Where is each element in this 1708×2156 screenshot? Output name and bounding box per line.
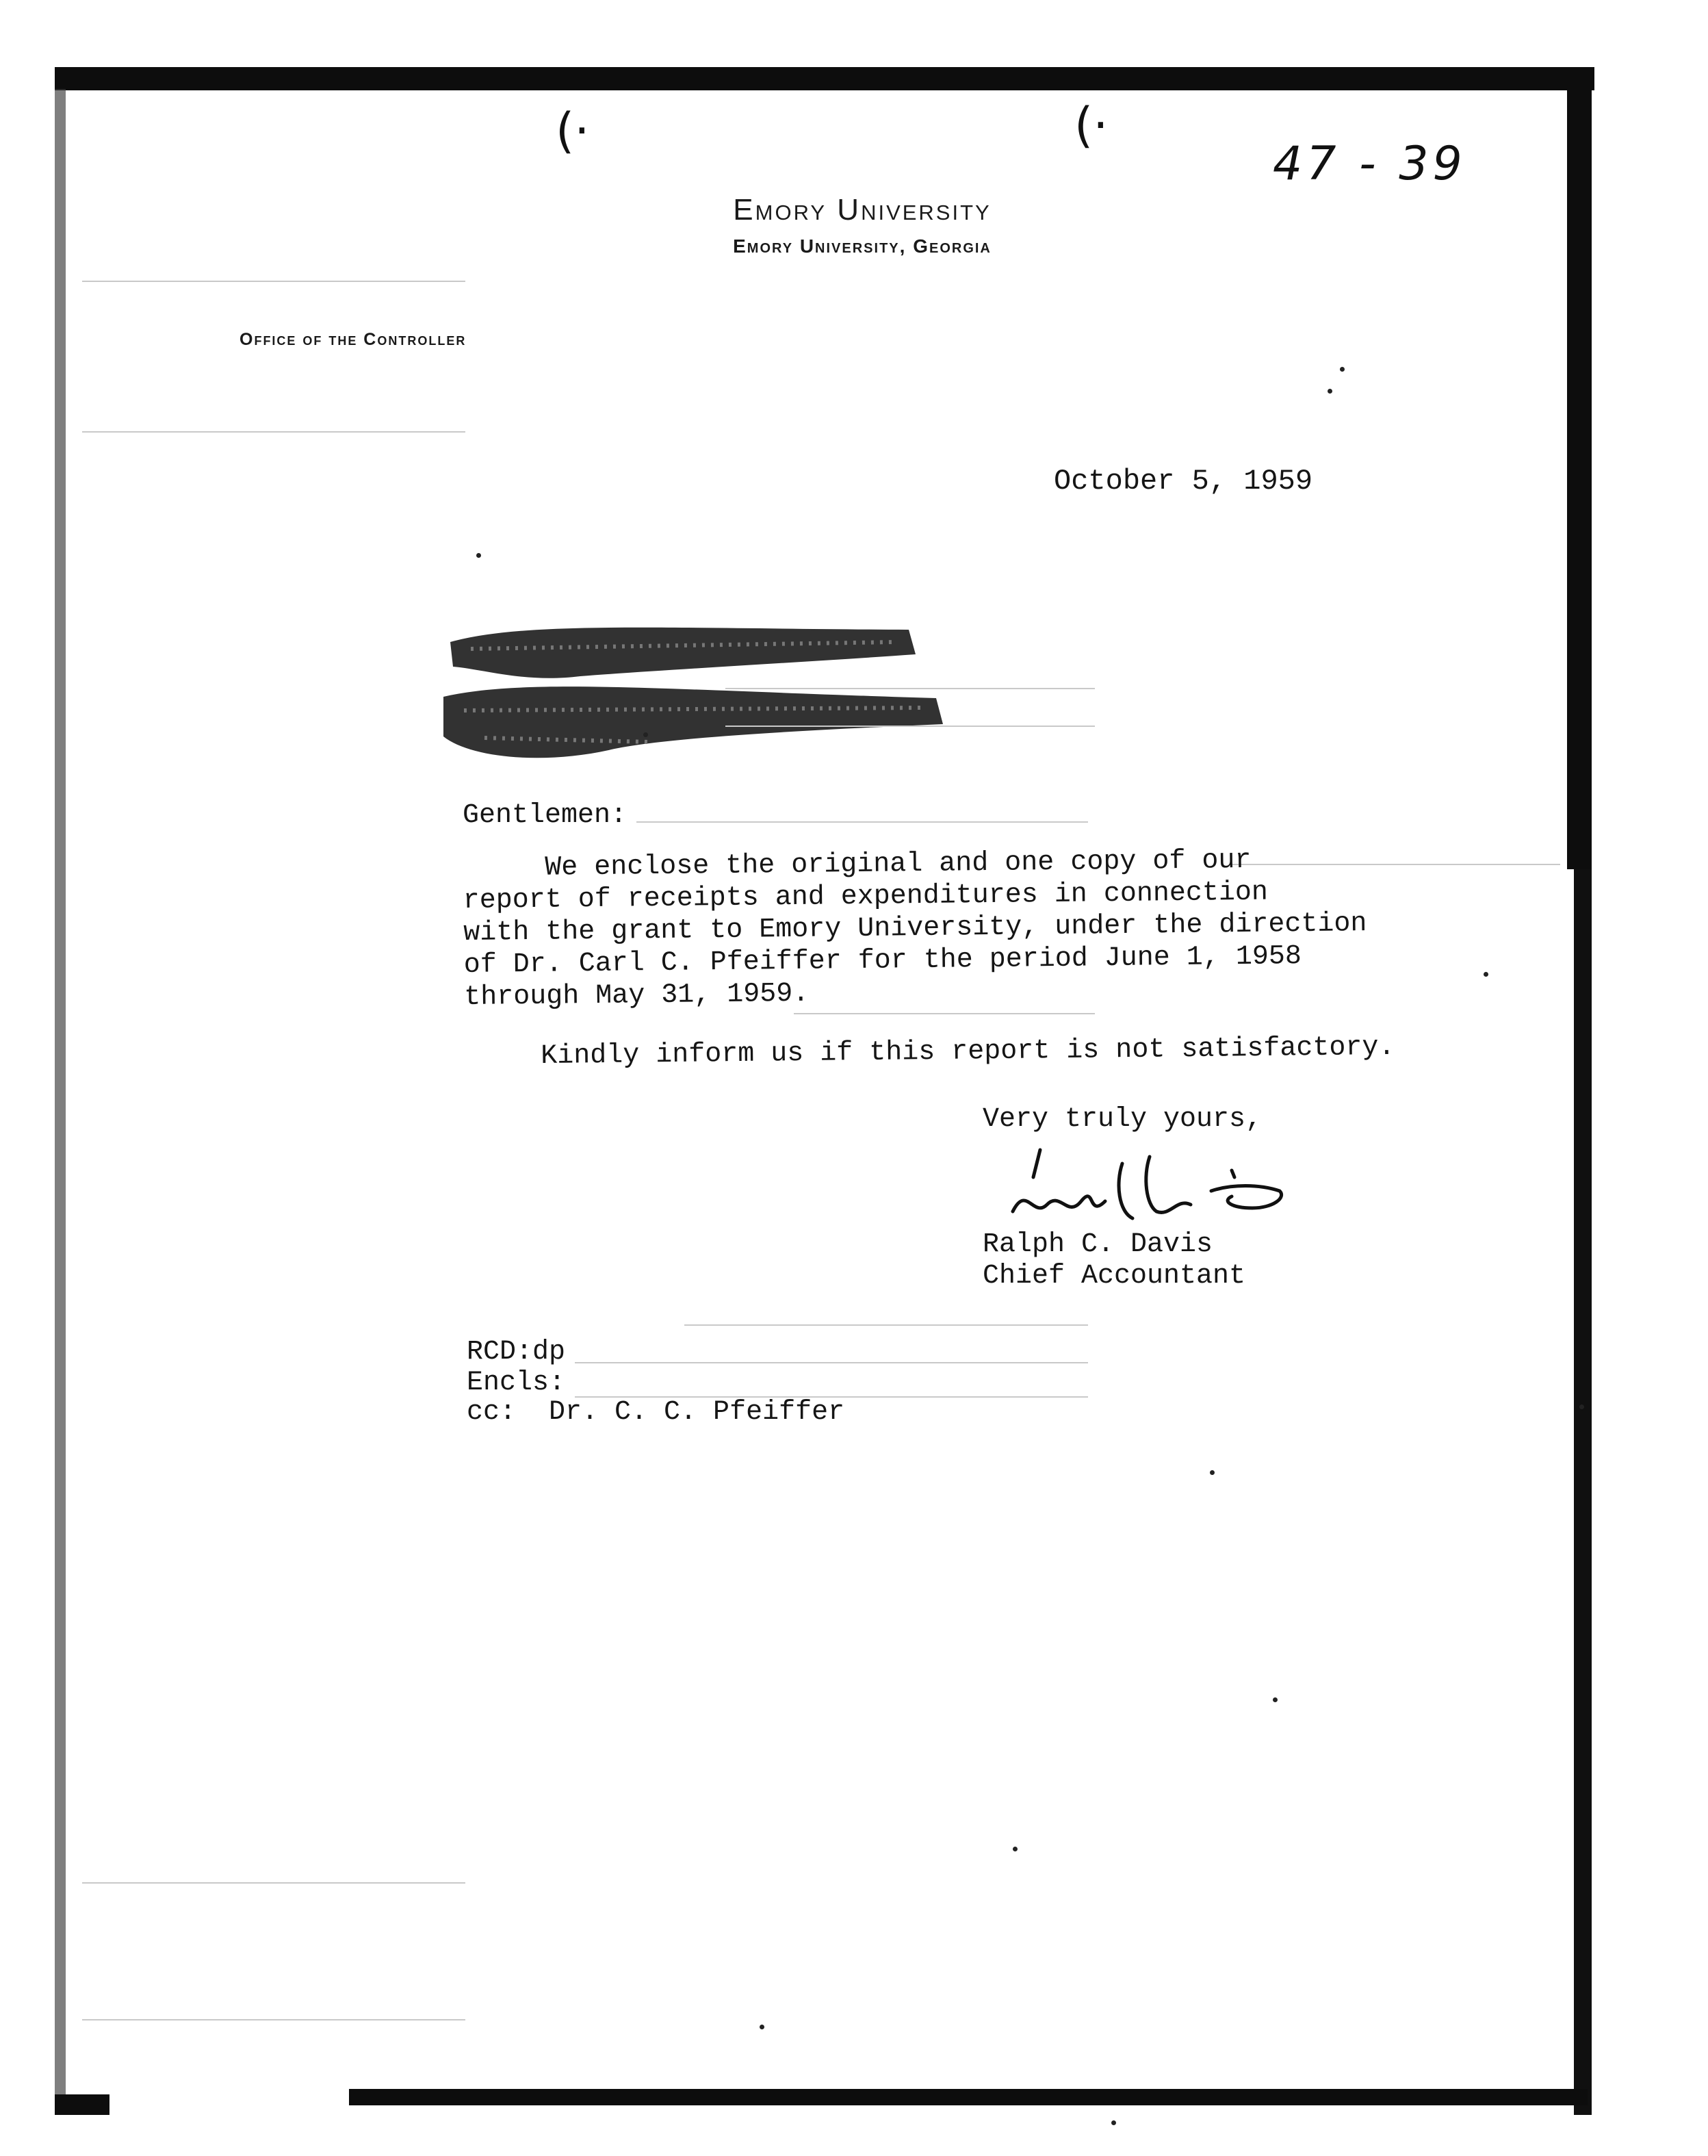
scan-border-bottom-left	[55, 2094, 109, 2115]
scan-speck	[1013, 1847, 1018, 1851]
scan-speck	[643, 732, 648, 737]
scan-speck	[1340, 367, 1345, 372]
scan-speck	[760, 2025, 764, 2029]
reference-initials: RCD:dp	[467, 1337, 566, 1368]
ghost-rule	[82, 2019, 465, 2020]
handwritten-signature	[985, 1136, 1314, 1239]
ghost-rule	[82, 431, 465, 433]
letterhead-location: Emory University, Georgia	[733, 235, 992, 257]
redacted-addressee-block	[443, 621, 950, 772]
letter-date: October 5, 1959	[1054, 465, 1313, 498]
body-paragraph: We enclose the original and one copy of our report of receipts and expenditures in connection with the grant to Emory University, under the direction of Dr. Carl C. Pfeiffer for the period June 1, 1958 through May 31, 1959.	[463, 845, 1367, 1013]
signer-name: Ralph C. Davis	[983, 1229, 1213, 1260]
scan-border-bottom	[349, 2089, 1588, 2105]
scan-speck	[1328, 389, 1332, 394]
salutation: Gentlemen:	[463, 800, 627, 831]
ghost-rule	[794, 1013, 1095, 1014]
enclosures-line: Encls:	[467, 1368, 566, 1398]
scan-speck	[1210, 1470, 1215, 1475]
handwritten-file-number: 47 - 39	[1273, 137, 1466, 191]
ghost-rule	[725, 726, 1095, 727]
ghost-rule	[575, 1362, 1088, 1363]
valediction: Very truly yours,	[983, 1104, 1263, 1135]
scan-border-right-lower	[1574, 869, 1592, 2115]
ghost-rule	[82, 1882, 465, 1884]
closing-line: Kindly inform us if this report is not satisfactory.	[541, 1031, 1395, 1072]
scan-speck	[1579, 1404, 1584, 1409]
scan-speck	[1111, 2120, 1116, 2125]
scan-speck	[1273, 1697, 1278, 1702]
ghost-rule	[636, 821, 1088, 823]
scan-speck	[476, 553, 481, 558]
cc-line: cc: Dr. C. C. Pfeiffer	[467, 1397, 845, 1428]
signer-title: Chief Accountant	[983, 1261, 1246, 1292]
ghost-rule	[82, 281, 465, 282]
punch-hole-mark-right: (·	[1074, 97, 1109, 153]
scan-border-top	[55, 67, 1594, 90]
scan-speck	[1484, 972, 1488, 977]
punch-hole-mark-left: (·	[556, 103, 590, 159]
ghost-rule	[684, 1324, 1088, 1326]
scan-border-right	[1567, 67, 1592, 869]
scan-border-left	[55, 89, 66, 2115]
letterhead-institution: Emory University	[733, 193, 992, 227]
ghost-rule	[725, 688, 1095, 689]
letterhead-office: Office of the Controller	[240, 330, 467, 349]
